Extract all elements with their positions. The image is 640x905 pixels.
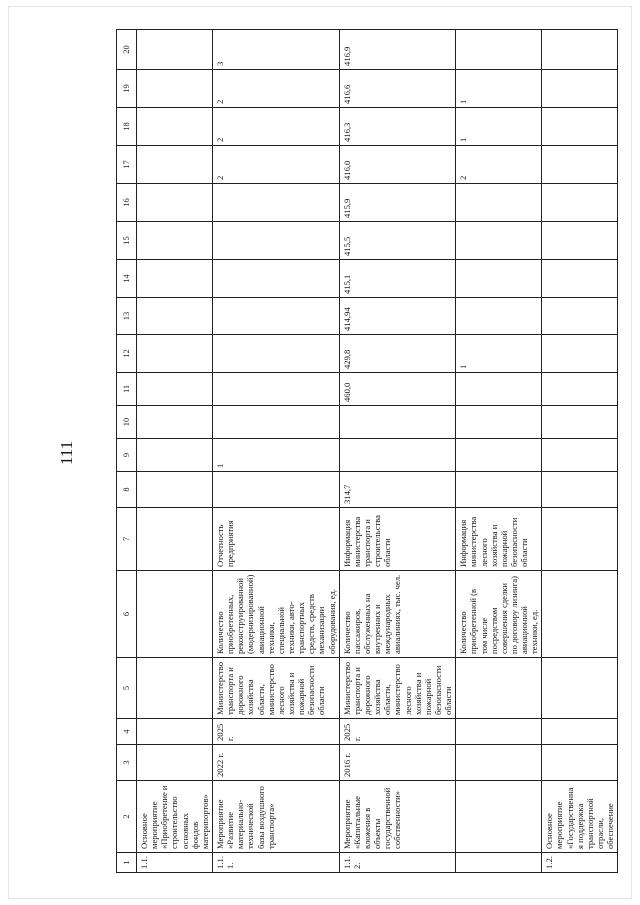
table-row-1-1 — [137, 30, 213, 873]
cell-col-4 — [456, 719, 542, 745]
cell-col-3: 2016 г. — [339, 745, 456, 781]
cell-col-10 — [339, 406, 456, 439]
cell-col-12: 1 — [456, 335, 542, 373]
cell-col-13 — [137, 298, 213, 335]
cell-col-13 — [212, 298, 339, 335]
table-body — [117, 30, 618, 873]
program-measures-table — [116, 29, 618, 873]
cell-col-9 — [339, 439, 456, 472]
cell-col-12: 429,8 — [339, 335, 456, 373]
cell-col-7 — [137, 508, 213, 571]
cell-col-5: Министерство транспорта и дорожного хозяйства области, министерство лесного хозяйства и пожарной безопасности области — [212, 658, 339, 719]
table-row-1-2 — [542, 30, 618, 873]
cell-col-5 — [542, 658, 618, 719]
column-number-5: 5 — [117, 658, 137, 719]
column-number-11: 11 — [117, 373, 137, 406]
cell-col-9 — [137, 439, 213, 472]
column-number-1: 1 — [117, 853, 137, 873]
column-number-6: 6 — [117, 571, 137, 658]
page-number: 111 — [57, 440, 76, 466]
cell-col-5: Министерство транспорта и дорожного хозяйства области, министерство лесного хозяйства и пожарной безопасности области — [339, 658, 456, 719]
column-number-14: 14 — [117, 260, 137, 298]
column-number-7: 7 — [117, 508, 137, 571]
cell-col-3 — [456, 745, 542, 781]
cell-col-14 — [456, 260, 542, 298]
cell-col-13 — [542, 298, 618, 335]
cell-col-17: 2 — [212, 146, 339, 184]
cell-col-17: 416,0 — [339, 146, 456, 184]
cell-col-4: 2025 г. — [339, 719, 456, 745]
cell-col-13: 414,94 — [339, 298, 456, 335]
cell-col-20: 416,9 — [339, 30, 456, 70]
table-row-1-1-1 — [212, 30, 339, 873]
cell-col-19: 1 — [456, 70, 542, 108]
cell-col-15 — [212, 222, 339, 260]
cell-col-9: 1 — [212, 439, 339, 472]
cell-col-10 — [212, 406, 339, 439]
rotated-table-area — [116, 32, 616, 873]
cell-col-12 — [542, 335, 618, 373]
cell-col-12 — [137, 335, 213, 373]
cell-col-14 — [137, 260, 213, 298]
cell-col-12 — [212, 335, 339, 373]
cell-col-1 — [456, 853, 542, 873]
cell-col-15 — [137, 222, 213, 260]
cell-col-7 — [542, 508, 618, 571]
cell-col-8 — [542, 472, 618, 508]
cell-col-6: Количество пассажиров, обслуженных на внутренних и международных авиалиниях, тыс. чел. — [339, 571, 456, 658]
cell-col-18 — [542, 108, 618, 146]
cell-col-5 — [456, 658, 542, 719]
cell-col-16 — [456, 184, 542, 222]
cell-col-10 — [542, 406, 618, 439]
cell-col-7: Информация министерства транспорта и строительства области — [339, 508, 456, 571]
cell-col-1: 1.1. — [137, 853, 213, 873]
cell-col-4 — [137, 719, 213, 745]
cell-col-3 — [137, 745, 213, 781]
cell-col-2: Основное мероприятие «Государственная поддержка транспортной отрасли, обеспечение — [542, 781, 618, 853]
cell-col-10 — [456, 406, 542, 439]
cell-col-1: 1.2. — [542, 853, 618, 873]
cell-col-16 — [212, 184, 339, 222]
cell-col-19 — [137, 70, 213, 108]
cell-col-2: Мероприятие «Развитие материально-технической базы воздушного транспорта» — [212, 781, 339, 853]
cell-col-6 — [137, 571, 213, 658]
cell-col-20: 3 — [212, 30, 339, 70]
column-number-10: 10 — [117, 406, 137, 439]
column-number-13: 13 — [117, 298, 137, 335]
cell-col-16: 415,9 — [339, 184, 456, 222]
cell-col-6: Количество приобретенной (в том числе посредством совершения сделки по договору лизинга) авиационной техники, ед. — [456, 571, 542, 658]
cell-col-11 — [212, 373, 339, 406]
cell-col-20 — [542, 30, 618, 70]
table-row-1-1-2b — [456, 30, 542, 873]
cell-col-2: Основное мероприятие «Приобретение и строительство основных фондов материпортов» — [137, 781, 213, 853]
cell-col-7: Отчетность предприятия — [212, 508, 339, 571]
column-number-15: 15 — [117, 222, 137, 260]
cell-col-11: 460,0 — [339, 373, 456, 406]
cell-col-11 — [542, 373, 618, 406]
cell-col-15: 415,5 — [339, 222, 456, 260]
column-number-9: 9 — [117, 439, 137, 472]
column-number-8: 8 — [117, 472, 137, 508]
cell-col-14: 415,1 — [339, 260, 456, 298]
cell-col-6: Количество приобретенных, реконструированной (модернизированной) авиационной техники, специальной техники, авто-транспортных средств, средств механизации оборудования, ед. — [212, 571, 339, 658]
cell-col-18: 416,3 — [339, 108, 456, 146]
cell-col-19 — [542, 70, 618, 108]
table-row-1-1-2 — [339, 30, 456, 873]
cell-col-3 — [542, 745, 618, 781]
cell-col-17 — [542, 146, 618, 184]
cell-col-14 — [212, 260, 339, 298]
cell-col-20 — [456, 30, 542, 70]
cell-col-18: 1 — [456, 108, 542, 146]
cell-col-5 — [137, 658, 213, 719]
cell-col-17: 2 — [456, 146, 542, 184]
cell-col-9 — [542, 439, 618, 472]
cell-col-16 — [137, 184, 213, 222]
cell-col-3: 2022 г. — [212, 745, 339, 781]
column-number-18: 18 — [117, 108, 137, 146]
cell-col-19: 416,6 — [339, 70, 456, 108]
cell-col-2: Мероприятие «Капитальные вложения в объекты государственной собственности» — [339, 781, 456, 853]
cell-col-9 — [456, 439, 542, 472]
cell-col-19: 2 — [212, 70, 339, 108]
column-number-2: 2 — [117, 781, 137, 853]
cell-col-4 — [542, 719, 618, 745]
cell-col-18 — [137, 108, 213, 146]
cell-col-17 — [137, 146, 213, 184]
column-number-3: 3 — [117, 745, 137, 781]
cell-col-8 — [137, 472, 213, 508]
cell-col-8 — [456, 472, 542, 508]
cell-col-15 — [456, 222, 542, 260]
column-number-4: 4 — [117, 719, 137, 745]
cell-col-7: Информация министерства лесного хозяйства и пожарной безопасности области — [456, 508, 542, 571]
cell-col-1: 1.1.1. — [212, 853, 339, 873]
column-number-20: 20 — [117, 30, 137, 70]
cell-col-4: 2025 г. — [212, 719, 339, 745]
cell-col-11 — [456, 373, 542, 406]
cell-col-8 — [212, 472, 339, 508]
cell-col-2 — [456, 781, 542, 853]
cell-col-16 — [542, 184, 618, 222]
cell-col-6 — [542, 571, 618, 658]
cell-col-1: 1.1.2. — [339, 853, 456, 873]
cell-col-18: 2 — [212, 108, 339, 146]
column-number-16: 16 — [117, 184, 137, 222]
cell-col-13 — [456, 298, 542, 335]
column-number-17: 17 — [117, 146, 137, 184]
column-number-19: 19 — [117, 70, 137, 108]
cell-col-15 — [542, 222, 618, 260]
cell-col-20 — [137, 30, 213, 70]
table-header-row — [117, 30, 137, 873]
cell-col-14 — [542, 260, 618, 298]
cell-col-10 — [137, 406, 213, 439]
cell-col-8: 314,7 — [339, 472, 456, 508]
column-number-12: 12 — [117, 335, 137, 373]
cell-col-11 — [137, 373, 213, 406]
